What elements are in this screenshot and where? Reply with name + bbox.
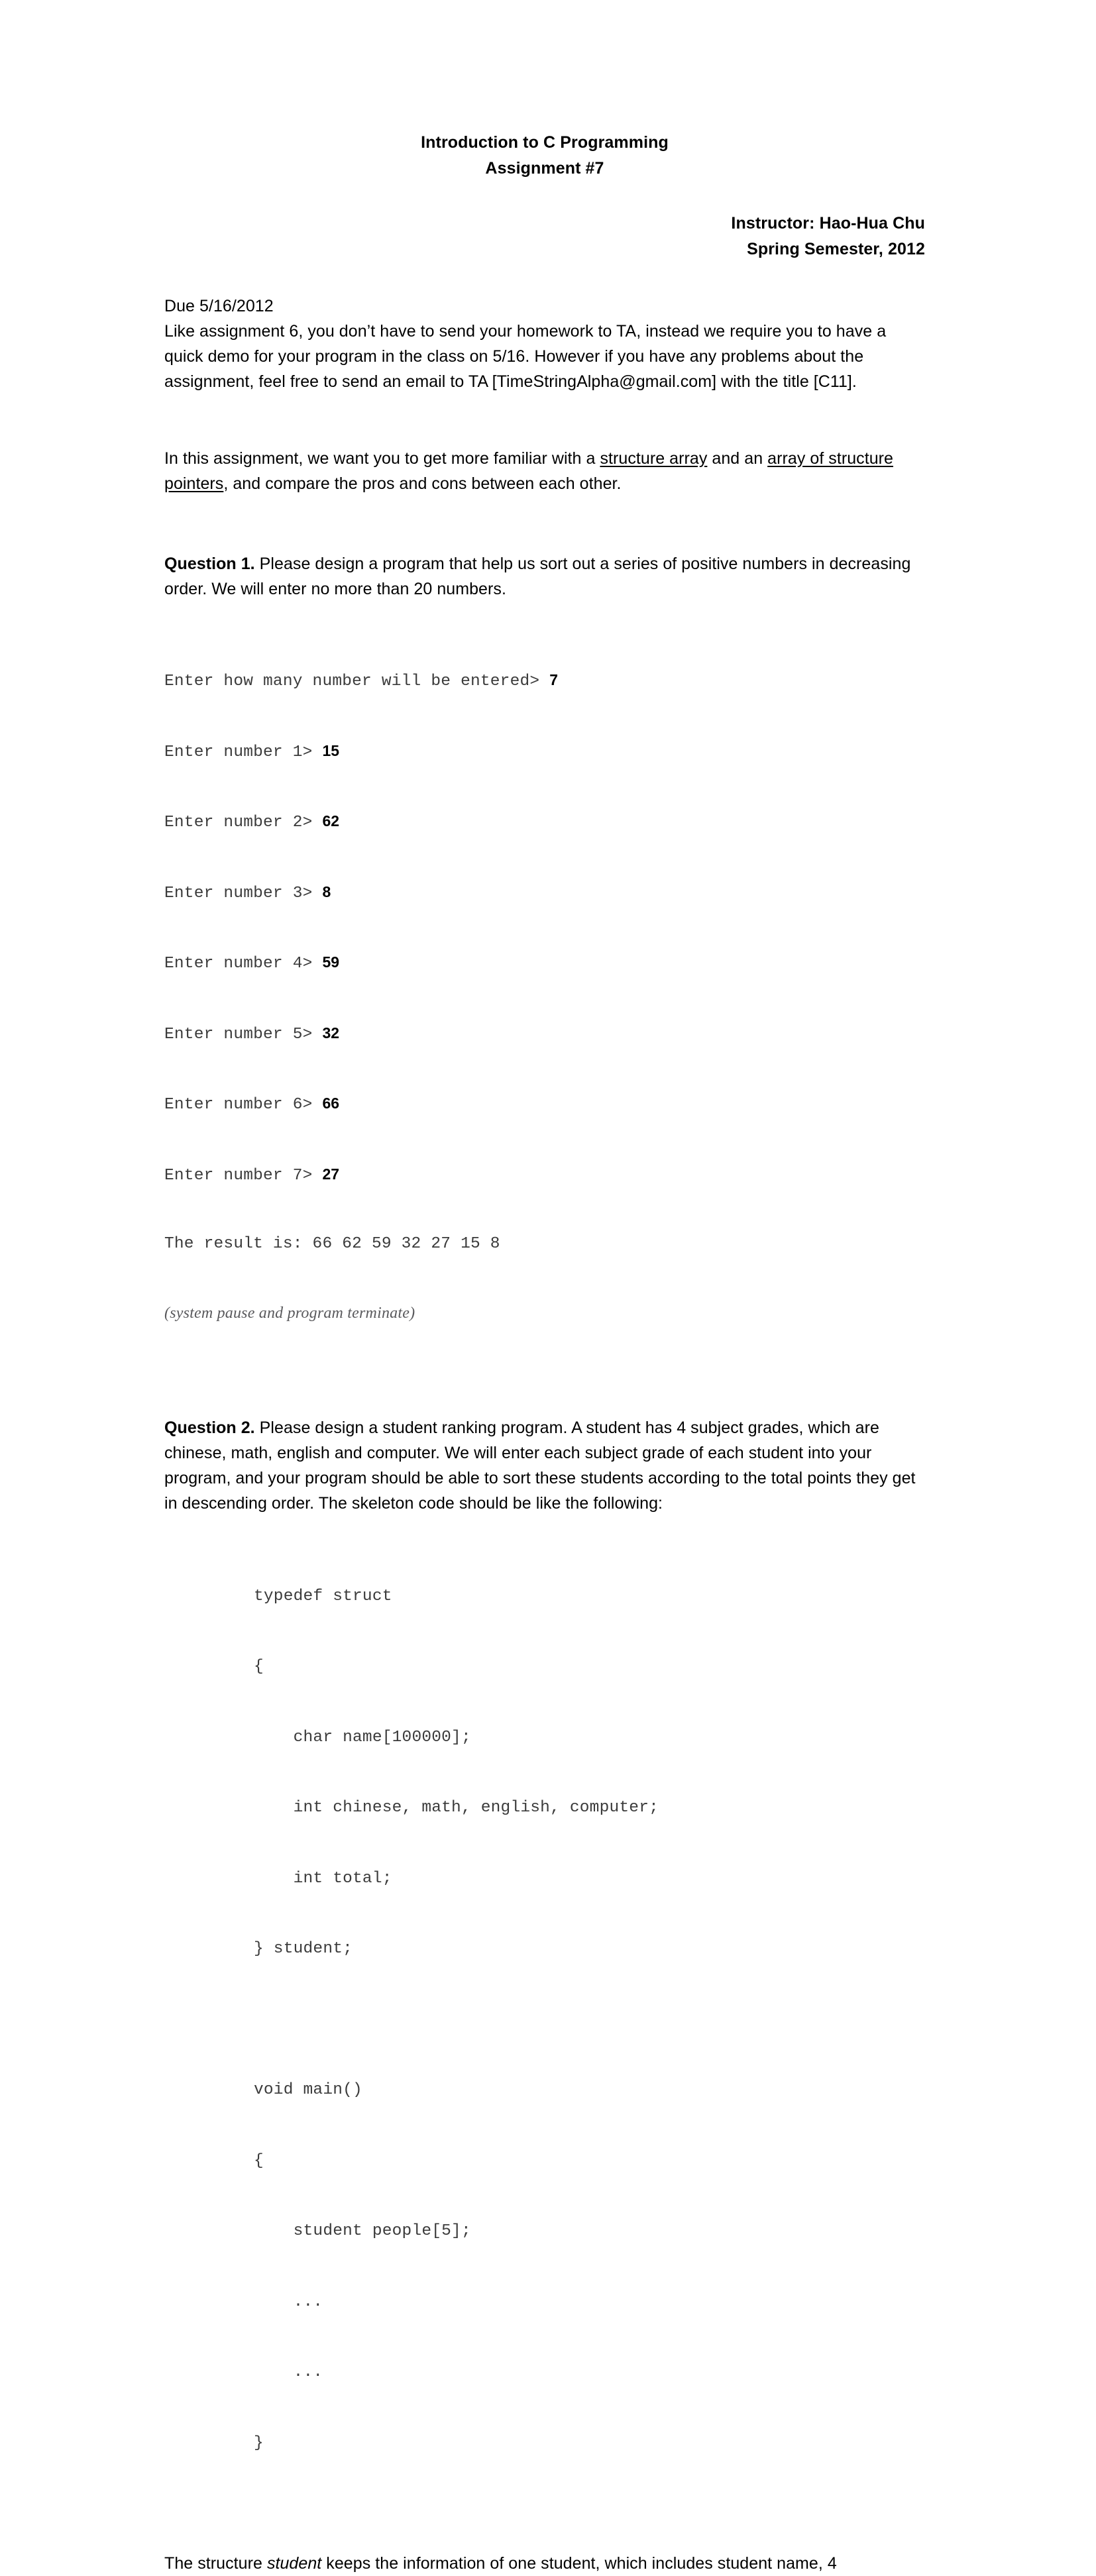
console-prompt: Enter how many number will be entered> bbox=[164, 672, 550, 690]
console-prompt: Enter number 2> bbox=[164, 814, 323, 832]
question-1-paragraph bbox=[164, 551, 925, 602]
code-line: { bbox=[254, 2151, 264, 2170]
console-typed-value: 7 bbox=[549, 671, 558, 688]
question-2-label: Question 2. bbox=[164, 1418, 255, 1437]
code-line: } student; bbox=[254, 1940, 353, 1958]
intro-paragraph bbox=[164, 446, 925, 496]
final-text-part-2: keeps the information of one student, which includes student name, 4 bbox=[321, 2554, 837, 2573]
console-typed-value: 32 bbox=[322, 1024, 340, 1042]
intro-text-part-3: , and compare the pros and cons between each other. bbox=[223, 474, 622, 493]
console-typed-value: 66 bbox=[322, 1095, 340, 1112]
console-typed-value: 59 bbox=[322, 953, 340, 971]
title-line-assignment: Assignment #7 bbox=[485, 159, 604, 178]
instructor-name: Instructor: Hao-Hua Chu bbox=[731, 214, 925, 233]
console-typed-value: 8 bbox=[322, 883, 331, 900]
due-details-line: Like assignment 6, you don’t have to send your homework to TA, instead we require you to have a quick demo for your program in the class on 5/16. However if you have any problems about the assignment, feel free to send an email to TA [TimeStringAlpha@gmail.com] with the title [C11]. bbox=[164, 322, 887, 391]
console-typed-value: 15 bbox=[322, 741, 340, 759]
intro-underline-structure-array: structure array bbox=[600, 449, 708, 468]
console-prompt: Enter number 3> bbox=[164, 884, 323, 902]
console-result-line: The result is: 66 62 59 32 27 15 8 bbox=[164, 1235, 500, 1253]
console-line bbox=[164, 1163, 925, 1188]
console-line bbox=[164, 881, 925, 906]
question-2-code-block bbox=[254, 1538, 925, 2502]
question-1-label: Question 1. bbox=[164, 555, 255, 573]
console-prompt: Enter number 7> bbox=[164, 1166, 323, 1185]
console-prompt: Enter number 1> bbox=[164, 743, 323, 761]
console-typed-value: 62 bbox=[322, 812, 340, 830]
console-line bbox=[164, 951, 925, 976]
code-line: { bbox=[254, 1658, 264, 1676]
console-line bbox=[164, 1233, 925, 1256]
final-text-part-1: The structure bbox=[164, 2554, 267, 2573]
console-line bbox=[164, 669, 925, 694]
intro-underline-array-of-structure-pointers: array of structure pointers bbox=[164, 449, 894, 493]
console-system-note: (system pause and program terminate) bbox=[164, 1304, 415, 1322]
console-typed-value: 27 bbox=[322, 1165, 340, 1183]
question-2-paragraph bbox=[164, 1415, 925, 1516]
final-italic-student: student bbox=[266, 2554, 322, 2573]
code-line-blank bbox=[254, 2008, 925, 2032]
code-line: student people[5]; bbox=[254, 2222, 471, 2240]
document-content bbox=[164, 0, 925, 2576]
code-line: } bbox=[254, 2434, 264, 2452]
semester-label: Spring Semester, 2012 bbox=[747, 240, 925, 258]
code-line: void main() bbox=[254, 2081, 362, 2099]
title-line-course: Introduction to C Programming bbox=[421, 133, 669, 152]
intro-text-part-1: In this assignment, we want you to get more familiar with a bbox=[164, 449, 600, 468]
code-line: ... bbox=[254, 2292, 323, 2311]
question-2-text: Please design a student ranking program. A student has 4 subject grades, which are chinese, math, english and computer. We will enter each subject grade of each student into your program, and your program should be able to sort these students according to the total points they get in descending order. The skeleton code should be like the following: bbox=[164, 1418, 916, 1513]
code-line: int chinese, math, english, computer; bbox=[254, 1799, 659, 1817]
intro-text-part-2: and an bbox=[707, 449, 768, 468]
due-date-line: Due 5/16/2012 bbox=[164, 297, 274, 315]
question-1-console-output bbox=[164, 623, 925, 1370]
console-prompt: Enter number 4> bbox=[164, 955, 323, 973]
instructor-block bbox=[164, 211, 925, 262]
console-line bbox=[164, 739, 925, 765]
console-line bbox=[164, 1022, 925, 1047]
code-line: typedef struct bbox=[254, 1587, 392, 1605]
console-line bbox=[164, 810, 925, 835]
due-paragraph bbox=[164, 294, 925, 394]
code-line: ... bbox=[254, 2363, 323, 2381]
final-paragraph bbox=[164, 2551, 925, 2576]
document-title bbox=[164, 0, 925, 182]
code-line: char name[100000]; bbox=[254, 1728, 471, 1746]
console-prompt: Enter number 5> bbox=[164, 1025, 323, 1044]
console-prompt: Enter number 6> bbox=[164, 1096, 323, 1114]
code-line: int total; bbox=[254, 1869, 392, 1888]
question-1-text: Please design a program that help us sort out a series of positive numbers in decreasing order. We will enter no more than 20 numbers. bbox=[164, 555, 911, 598]
console-line bbox=[164, 1092, 925, 1117]
